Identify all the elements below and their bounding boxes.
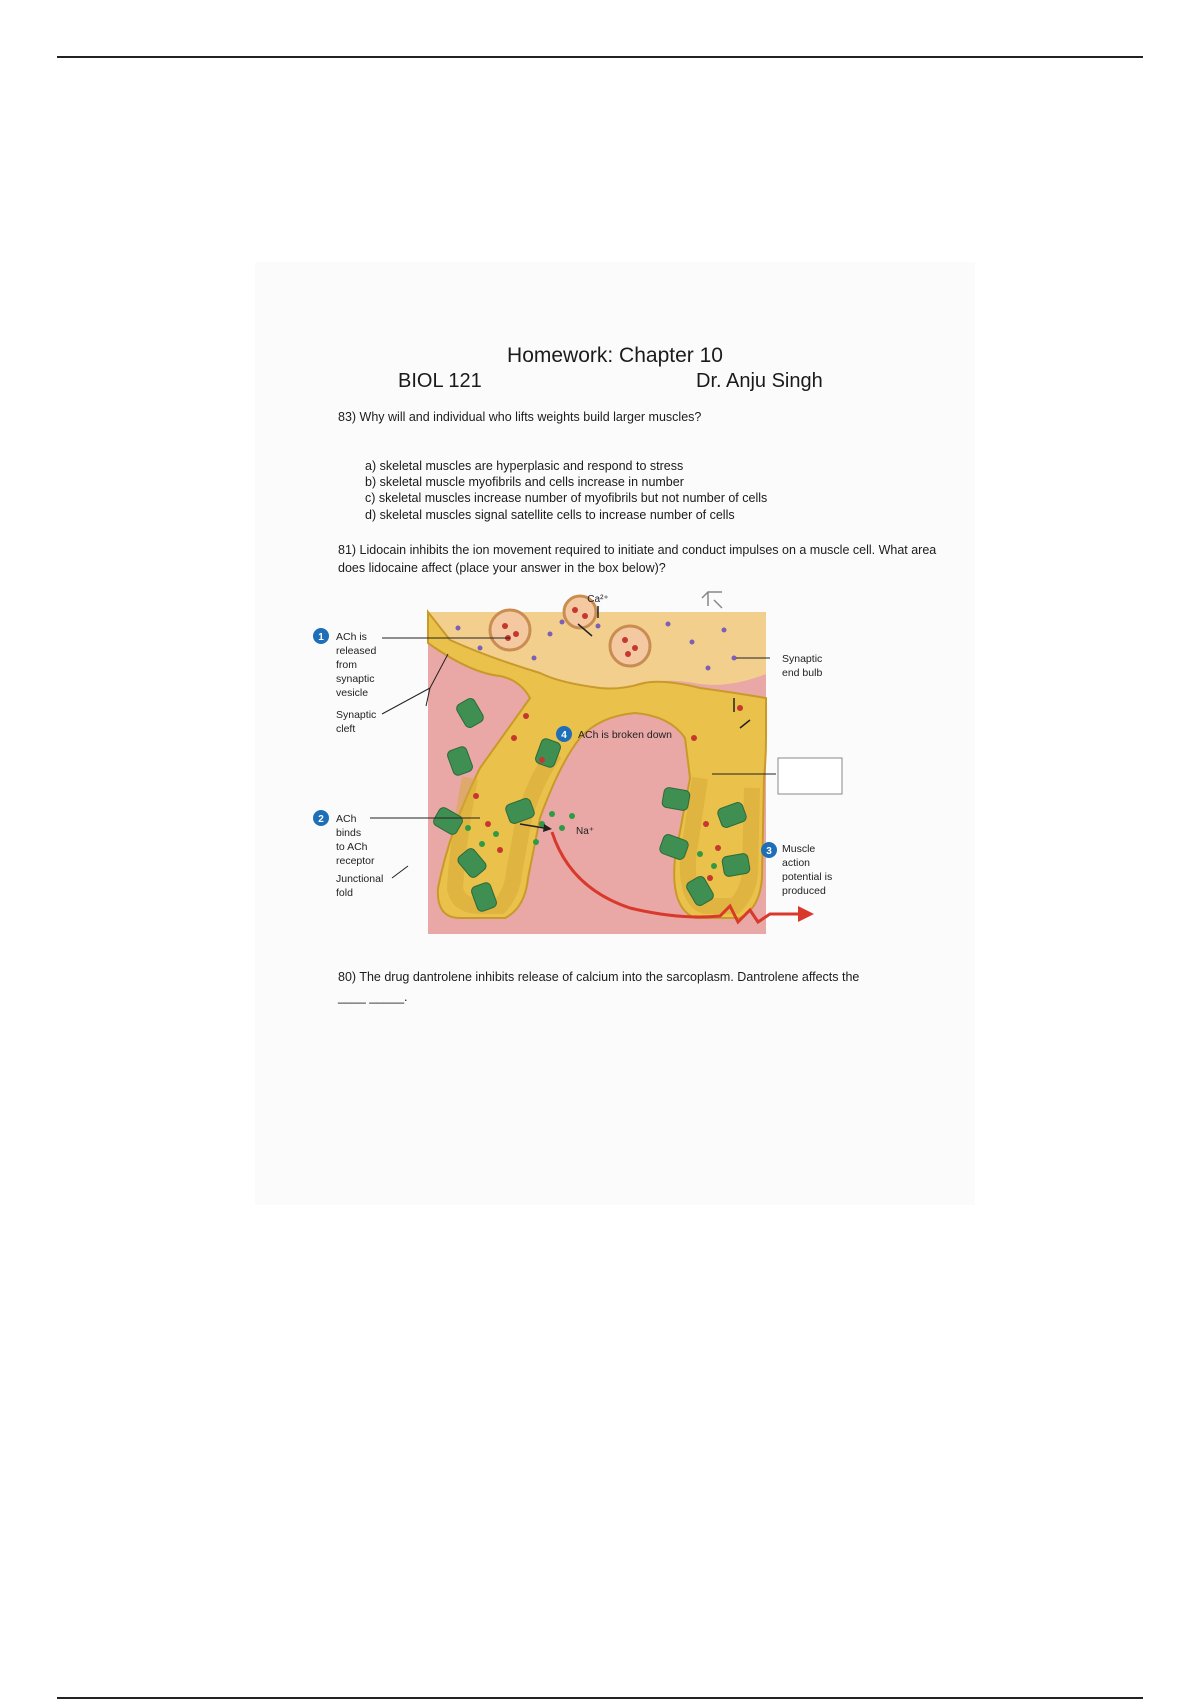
svg-text:fold: fold [336,887,353,899]
svg-text:3: 3 [766,846,772,857]
step-2-label [336,813,375,867]
instructor-name: Dr. Anju Singh [696,370,823,392]
svg-text:end bulb: end bulb [782,667,823,679]
synaptic-end-bulb-label [782,653,822,679]
svg-text:ACh: ACh [336,813,357,825]
top-rule [57,56,1143,58]
svg-text:1: 1 [318,632,324,643]
option-d: d) skeletal muscles signal satellite cells to increase number of cells [365,507,735,522]
question-83: 83) Why will and individual who lifts weights build larger muscles? [338,410,702,424]
svg-text:Junctional: Junctional [336,873,384,885]
svg-text:potential is: potential is [782,871,833,883]
svg-text:Muscle: Muscle [782,843,816,855]
question-80-blank: ____ _____. [338,990,408,1004]
synaptic-cleft-label [336,709,376,735]
svg-text:ACh is: ACh is [336,631,367,643]
svg-text:cleft: cleft [336,723,356,735]
page-title: Homework: Chapter 10 [507,344,723,367]
answer-box[interactable] [778,758,842,794]
neuromuscular-junction-figure [318,588,870,938]
bottom-rule [57,1697,1143,1699]
junctional-fold-label [336,873,383,899]
svg-text:binds: binds [336,827,362,839]
svg-text:synaptic: synaptic [336,673,375,685]
option-c: c) skeletal muscles increase number of myofibrils but not number of cells [365,491,768,506]
question-81: 81) Lidocain inhibits the ion movement required to initiate and conduct impulses on a muscle cell. What area does lidocaine affect (place your answer in the box below)? [338,543,937,575]
svg-text:receptor: receptor [336,855,375,867]
svg-text:action: action [782,857,811,869]
svg-text:Synaptic: Synaptic [336,709,377,721]
ca-label: Ca²⁺ [587,594,609,605]
svg-text:released: released [336,645,377,657]
step-1-label [336,631,376,699]
step-3-label [782,843,832,897]
svg-text:vesicle: vesicle [336,687,369,699]
na-label: Na⁺ [576,826,595,837]
svg-text:Synaptic: Synaptic [782,653,823,665]
option-b: b) skeletal muscle myofibrils and cells increase in number [365,475,684,490]
svg-text:produced: produced [782,885,826,897]
question-83-options [365,458,767,523]
svg-text:2: 2 [318,814,324,825]
course-code: BIOL 121 [398,370,482,392]
option-a: a) skeletal muscles are hyperplasic and respond to stress [365,459,684,473]
svg-text:to ACh: to ACh [336,841,368,853]
question-80: 80) The drug dantrolene inhibits release of calcium into the sarcoplasm. Dantrolene affects the [338,970,860,984]
svg-text:4: 4 [561,730,567,741]
step-4-label: ACh is broken down [578,729,672,741]
svg-text:from: from [336,659,357,671]
